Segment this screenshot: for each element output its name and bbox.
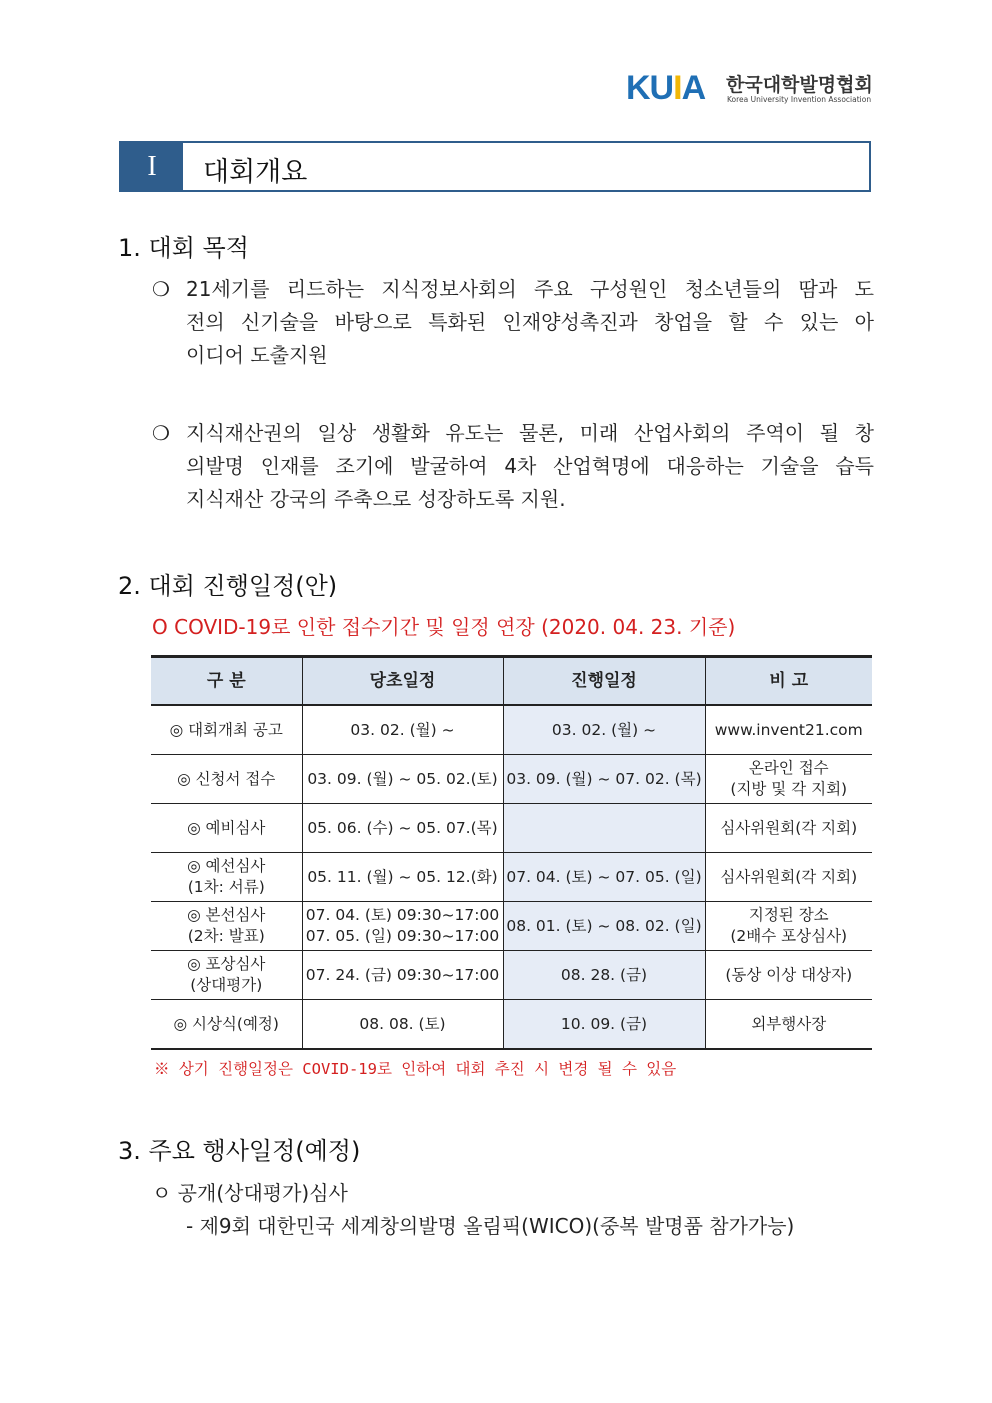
cell-note: 온라인 접수 (지방 및 각 지회) (705, 755, 872, 804)
cell-current: 03. 09. (월) ~ 07. 02. (목) (503, 755, 705, 804)
cell-current: 07. 04. (토) ~ 07. 05. (일) (503, 853, 705, 902)
lightbulb-icon: I (673, 69, 682, 107)
purpose-bullet-1 (152, 273, 874, 372)
header-note: 비 고 (705, 657, 872, 706)
cell-original: 03. 02. (월) ~ (302, 705, 503, 755)
events-bullet: ㅇ 공개(상대평가)심사 (152, 1181, 348, 1205)
circle-bullet-icon: ❍ (152, 421, 170, 445)
cell-category: ◎ 예비심사 (151, 804, 302, 853)
text-line: 지식재산 강국의 주축으로 성장하도록 지원. (186, 487, 566, 511)
cell-category: ◎ 예선심사 (1차: 서류) (151, 853, 302, 902)
cell-note: 지정된 장소 (2배수 포상심사) (705, 902, 872, 951)
section-title: 대회개요 (203, 157, 308, 188)
cell-original: 05. 06. (수) ~ 05. 07.(목) (302, 804, 503, 853)
section-header (119, 141, 871, 192)
logo-name: 한국대학발명협회 (726, 74, 873, 96)
covid-notice: O COVID-19로 인한 접수기간 및 일정 연장 (2020. 04. 23. 기준) (152, 615, 736, 639)
cell-category: ◎ 대회개최 공고 (151, 705, 302, 755)
purpose-bullet-2 (152, 417, 874, 516)
schedule-footnote: ※ 상기 진행일정은 COVID-19로 인하여 대회 추진 시 변경 될 수 있음 (154, 1060, 677, 1078)
cell-note: www.invent21.com (705, 705, 872, 755)
cell-original: 05. 11. (월) ~ 05. 12.(화) (302, 853, 503, 902)
header-current: 진행일정 (503, 657, 705, 706)
table-row (151, 1000, 872, 1050)
cell-original: 08. 08. (토) (302, 1000, 503, 1050)
table-row (151, 902, 872, 951)
events-heading: 3. 주요 행사일정(예정) (118, 1137, 361, 1165)
logo-mark: KUIA (626, 69, 706, 107)
kuia-logo (626, 70, 876, 110)
cell-note: (동상 이상 대상자) (705, 951, 872, 1000)
text-line: 21세기를 리드하는 지식정보사회의 주요 구성원인 청소년들의 땀과 도 (186, 277, 874, 301)
cell-original: 07. 24. (금) 09:30~17:00 (302, 951, 503, 1000)
table-row (151, 755, 872, 804)
cell-note: 심사위원회(각 지회) (705, 804, 872, 853)
schedule-table (151, 655, 872, 1050)
purpose-heading: 1. 대회 목적 (118, 234, 249, 262)
table-row (151, 705, 872, 755)
cell-original: 03. 09. (월) ~ 05. 02.(토) (302, 755, 503, 804)
cell-category: ◎ 시상식(예정) (151, 1000, 302, 1050)
cell-category: ◎ 포상심사 (상대평가) (151, 951, 302, 1000)
cell-current: 03. 02. (월) ~ (503, 705, 705, 755)
cell-current: 08. 01. (토) ~ 08. 02. (일) (503, 902, 705, 951)
logo-subtitle: Korea University Invention Association (727, 95, 872, 104)
section-numeral: I (121, 143, 183, 190)
text-line: 지식재산권의 일상 생활화 유도는 물론, 미래 산업사회의 주역이 될 창 (186, 421, 874, 445)
cell-category: ◎ 본선심사 (2차: 발표) (151, 902, 302, 951)
header-original: 당초일정 (302, 657, 503, 706)
text-line: 전의 신기술을 바탕으로 특화된 인재양성촉진과 창업을 할 수 있는 아 (186, 310, 874, 334)
cell-note: 외부행사장 (705, 1000, 872, 1050)
cell-current: 08. 28. (금) (503, 951, 705, 1000)
table-row (151, 951, 872, 1000)
cell-original: 07. 04. (토) 09:30~17:00 07. 05. (일) 09:30~17:00 (302, 902, 503, 951)
schedule-heading: 2. 대회 진행일정(안) (118, 572, 338, 600)
cell-current (503, 804, 705, 853)
table-header-row (151, 657, 872, 706)
circle-bullet-icon: ❍ (152, 277, 170, 301)
table-row (151, 804, 872, 853)
events-sub-item: - 제9회 대한민국 세계창의발명 올림픽(WICO)(중복 발명품 참가가능) (186, 1214, 795, 1238)
table-row (151, 853, 872, 902)
cell-category: ◎ 신청서 접수 (151, 755, 302, 804)
header-category: 구 분 (151, 657, 302, 706)
cell-note: 심사위원회(각 지회) (705, 853, 872, 902)
schedule-body (151, 705, 872, 1049)
cell-current: 10. 09. (금) (503, 1000, 705, 1050)
text-line: 이디어 도출지원 (186, 343, 328, 367)
text-line: 의발명 인재를 조기에 발굴하여 4차 산업혁명에 대응하는 기술을 습득 (186, 454, 874, 478)
